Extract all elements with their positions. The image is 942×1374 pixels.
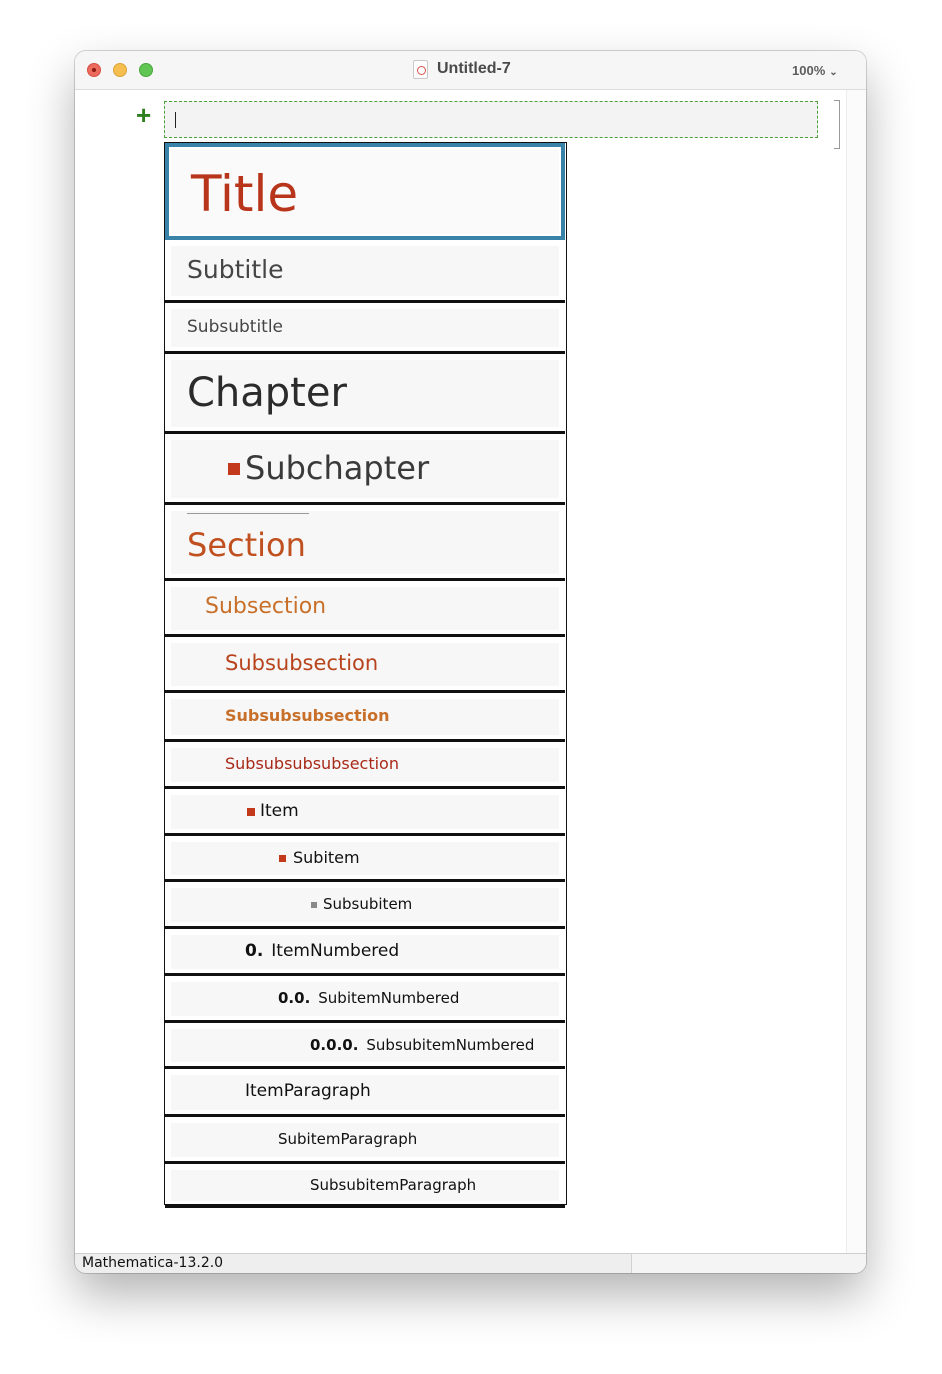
menu-item-label [187, 526, 306, 564]
menu-item-label [245, 941, 399, 961]
menu-item-text: Chapter [187, 370, 347, 416]
style-menu-item-section[interactable] [165, 505, 565, 581]
menu-item-label [225, 706, 389, 725]
menu-item-text: SubsubitemNumbered [366, 1036, 535, 1054]
item-number: 0.0.0. [310, 1036, 359, 1054]
zoom-menu[interactable] [792, 63, 838, 78]
style-menu-item-subsubsubsubsection[interactable] [165, 742, 565, 789]
style-menu-item-title[interactable] [165, 143, 565, 240]
item-number: 0. [245, 941, 264, 961]
menu-item-text: Section [187, 526, 306, 564]
menu-item-label [260, 801, 299, 821]
menu-item-label [323, 895, 412, 913]
minimize-button[interactable] [113, 63, 127, 77]
menu-item-label [187, 255, 283, 285]
style-menu-item-itemnumbered[interactable] [165, 929, 565, 976]
menu-item-text: SubitemParagraph [278, 1130, 418, 1148]
close-button[interactable] [87, 63, 101, 77]
section-rule [187, 513, 309, 514]
add-cell-plus-icon[interactable]: + [136, 100, 152, 130]
style-menu-item-subtitle[interactable] [165, 240, 565, 303]
style-menu-item-itemparagraph[interactable] [165, 1069, 565, 1117]
style-menu-item-subsubitemnumbered[interactable] [165, 1023, 565, 1069]
style-menu-item-subsubitemparagraph[interactable] [165, 1164, 565, 1208]
menu-item-label [225, 754, 399, 773]
style-menu-item-subsubtitle[interactable] [165, 303, 565, 354]
menu-item-text: Subsubsubsubsection [225, 754, 399, 773]
menu-item-text: ItemParagraph [245, 1081, 371, 1101]
item-number: 0.0. [278, 989, 311, 1007]
chevron-down-icon: ⌄ [829, 67, 838, 78]
style-menu-item-subitemnumbered[interactable] [165, 976, 565, 1023]
menu-item-text: Subchapter [245, 449, 430, 487]
notebook-content[interactable] [75, 90, 866, 1254]
window-title: Untitled-7 [437, 60, 511, 77]
menu-item-label [187, 369, 347, 417]
menu-item-text: ItemNumbered [271, 941, 400, 961]
square-bullet-icon [228, 463, 240, 475]
menu-item-label [278, 1130, 417, 1148]
menu-item-text: Subsubsubsection [225, 706, 390, 725]
cell-bracket[interactable] [834, 100, 840, 149]
square-bullet-icon [311, 902, 317, 908]
style-menu-item-chapter[interactable] [165, 354, 565, 434]
menu-item-label [187, 317, 283, 337]
menu-item-label [278, 989, 459, 1007]
style-menu-item-subitemparagraph[interactable] [165, 1117, 565, 1164]
menu-item-label [245, 449, 429, 487]
style-menu-item-subsubitem[interactable] [165, 882, 565, 929]
title-bar [75, 51, 866, 90]
vertical-scrollbar[interactable] [846, 90, 866, 1254]
menu-item-text: SubsubitemParagraph [310, 1176, 477, 1194]
menu-item-label [205, 594, 326, 620]
menu-item-text: Item [260, 801, 299, 821]
style-menu-item-subsubsection[interactable] [165, 637, 565, 693]
menu-item-text: Subsection [205, 594, 327, 619]
style-menu-item-subitem[interactable] [165, 836, 565, 882]
zoom-window-button[interactable] [139, 63, 153, 77]
text-caret [175, 112, 176, 128]
status-text: Mathematica-13.2.0 [82, 1255, 224, 1271]
horizontal-scrollbar[interactable] [631, 1254, 866, 1273]
square-bullet-icon [247, 808, 255, 816]
menu-item-text: SubitemNumbered [318, 989, 460, 1007]
menu-item-text: Title [191, 165, 299, 223]
menu-item-text: Subsubitem [323, 895, 413, 913]
menu-item-text: Subitem [293, 848, 360, 867]
menu-item-label [191, 164, 298, 224]
notebook-document-icon [413, 60, 428, 79]
style-menu-item-subsection[interactable] [165, 581, 565, 637]
cell-style-menu [164, 142, 567, 1205]
menu-item-text: Subtitle [187, 255, 284, 284]
menu-item-label [245, 1081, 371, 1101]
menu-item-label [310, 1036, 534, 1054]
new-input-cell[interactable] [164, 101, 818, 138]
status-bar [75, 1253, 866, 1273]
notebook-window [75, 51, 866, 1273]
menu-item-background [171, 842, 559, 875]
menu-item-text: Subsubsection [225, 651, 379, 675]
style-menu-item-subsubsubsection[interactable] [165, 693, 565, 742]
zoom-level: 100% [792, 63, 826, 78]
menu-item-text: Subsubtitle [187, 317, 284, 337]
menu-item-label [225, 651, 378, 676]
menu-item-background [171, 795, 559, 829]
square-bullet-icon [279, 855, 286, 862]
style-menu-item-subchapter[interactable] [165, 434, 565, 505]
style-menu-item-item[interactable] [165, 789, 565, 836]
menu-item-label [293, 848, 360, 867]
menu-item-label [310, 1176, 476, 1194]
